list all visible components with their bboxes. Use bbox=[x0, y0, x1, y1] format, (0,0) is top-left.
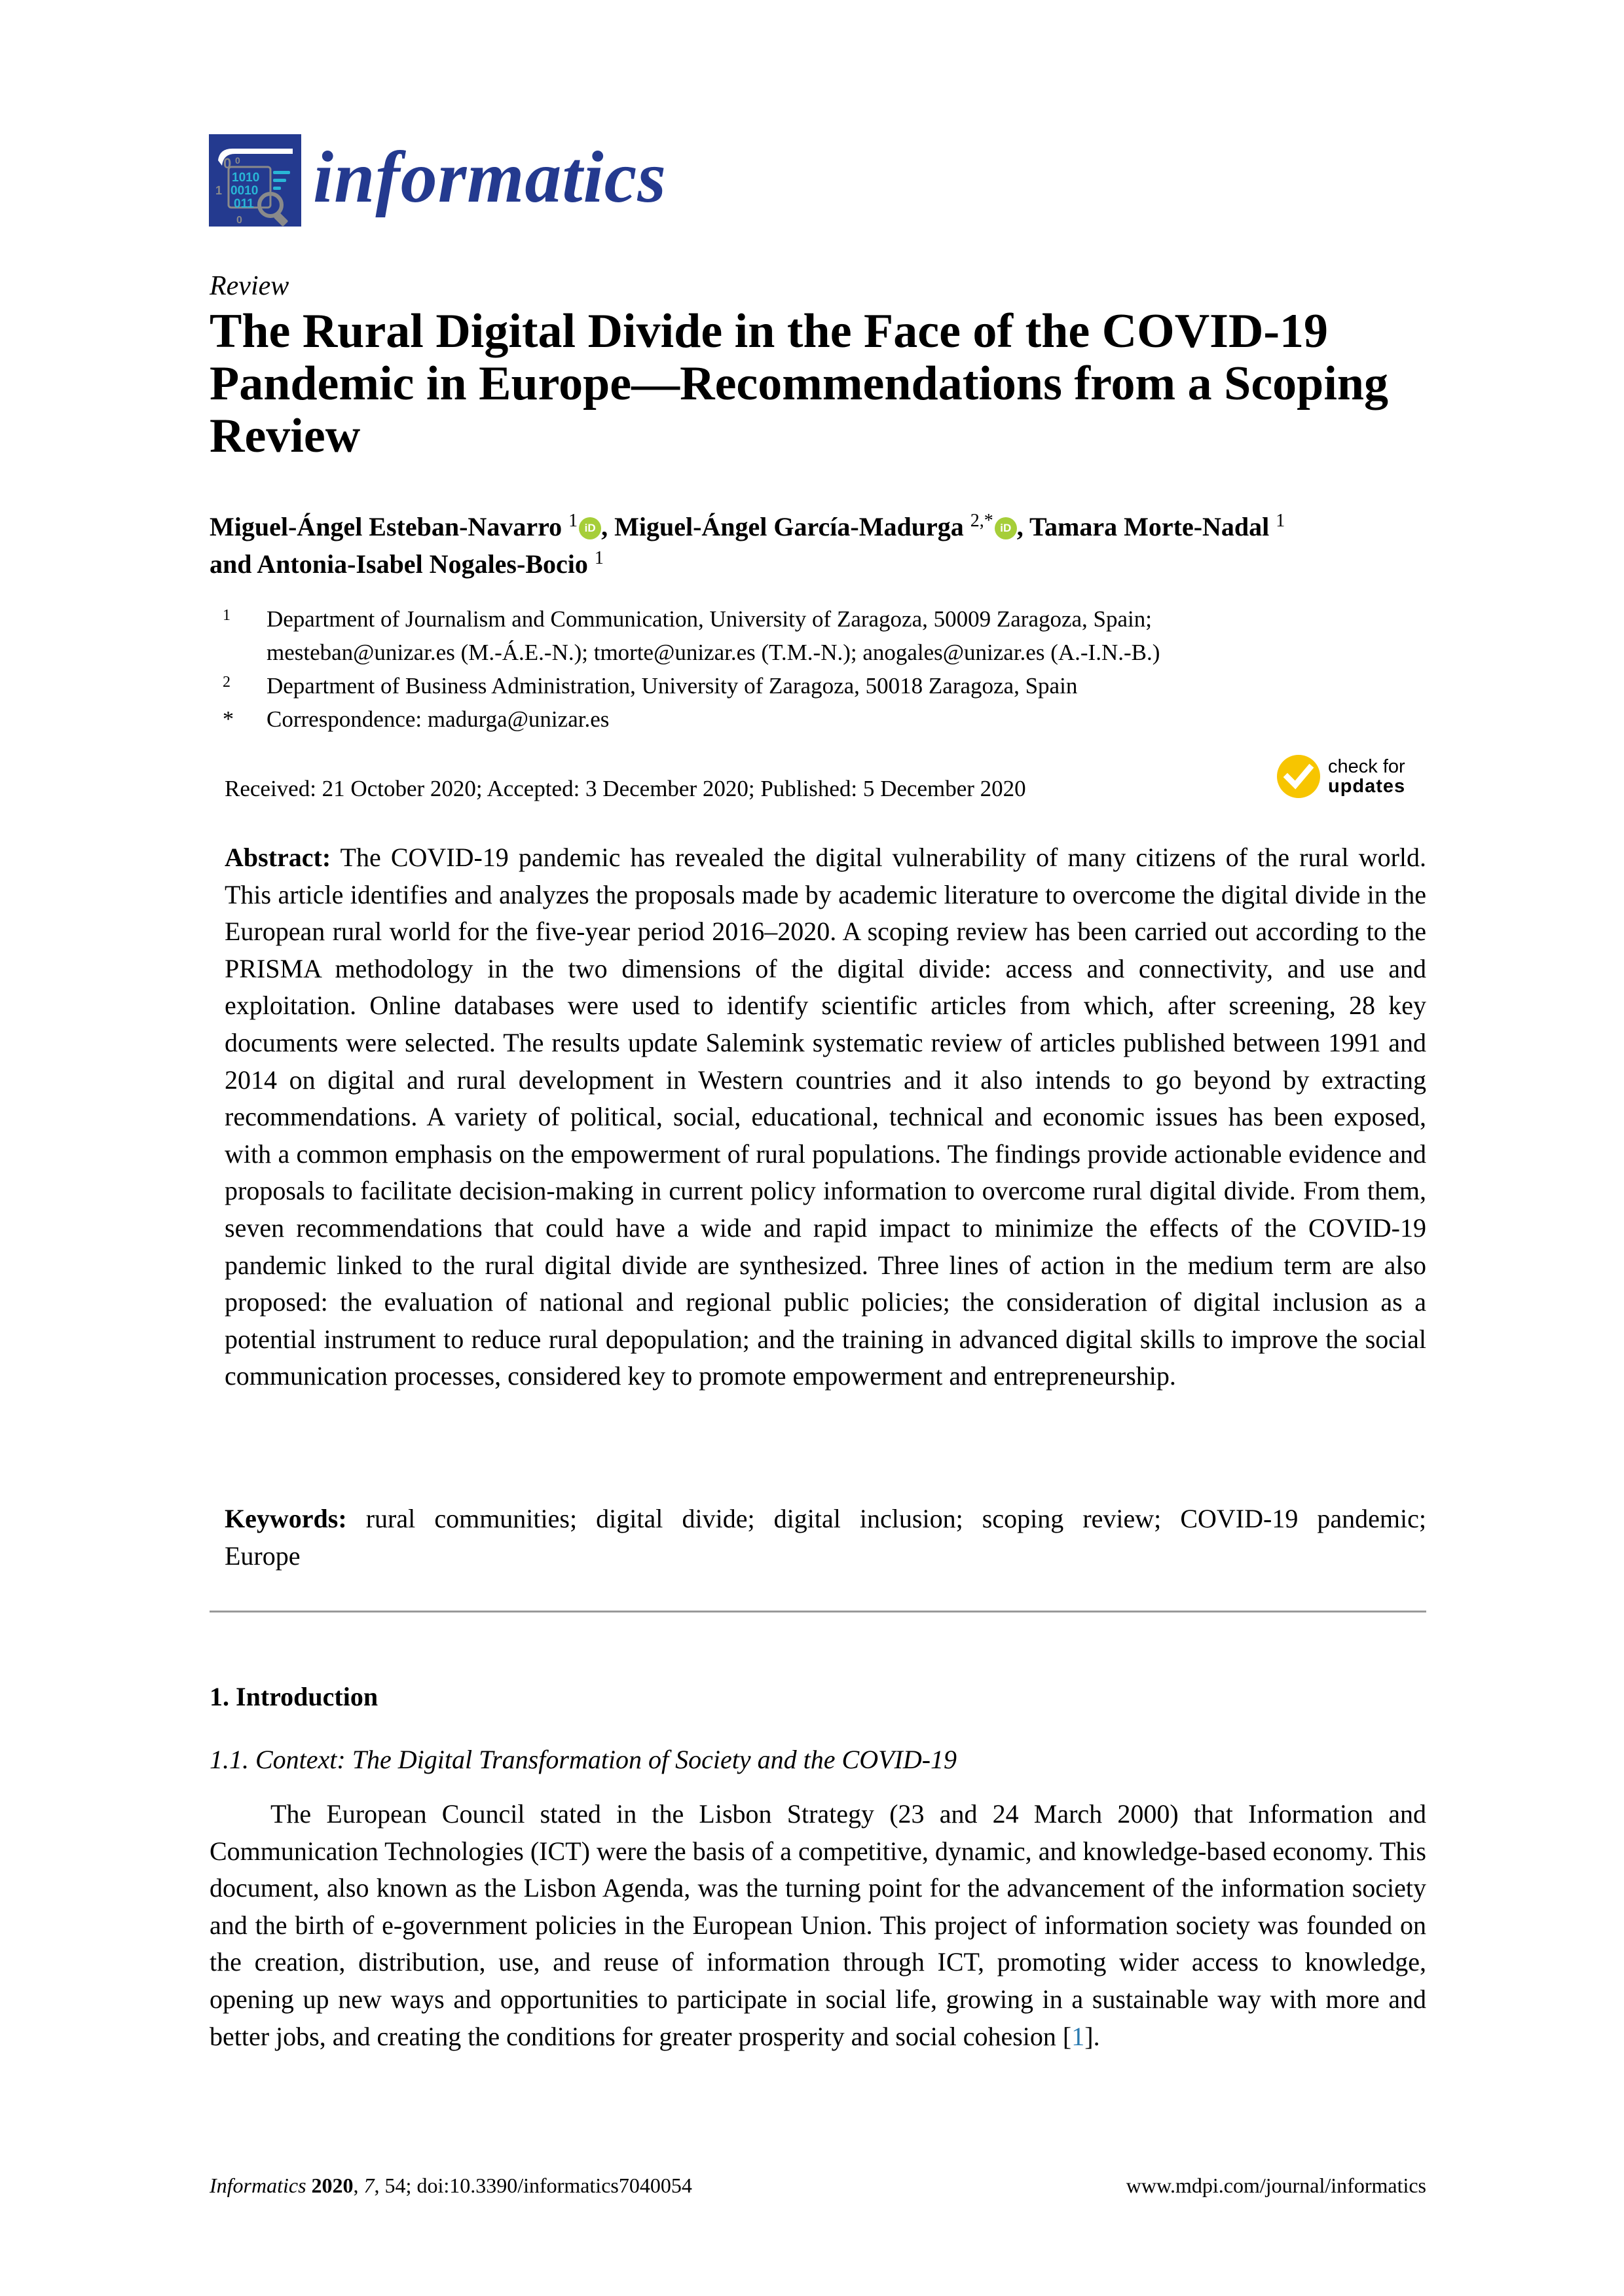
informatics-logo-icon bbox=[209, 134, 301, 227]
check-updates-line2: updates bbox=[1328, 776, 1406, 797]
journal-name: informatics bbox=[313, 137, 667, 218]
affiliation-marker: 1 bbox=[568, 511, 578, 531]
affiliation-marker: 1 bbox=[1276, 511, 1285, 531]
check-updates-icon bbox=[1277, 755, 1320, 798]
svg-text:0010: 0010 bbox=[231, 184, 259, 198]
svg-text:0: 0 bbox=[223, 155, 232, 172]
orcid-icon[interactable]: iD bbox=[995, 517, 1017, 539]
author-conjunction: and bbox=[210, 549, 252, 579]
correspondence-text: Correspondence: madurga@unizar.es bbox=[267, 706, 610, 732]
affiliation-text: Department of Journalism and Communication, University of Zaragoza, 50009 Zaragoza, Spain; bbox=[267, 606, 1152, 632]
affiliation-mark: 2 bbox=[223, 674, 231, 691]
section-heading: 1. Introduction bbox=[210, 1682, 378, 1711]
affiliation-emails: mesteban@unizar.es (M.-Á.E.-N.); tmorte@unizar.es (T.M.-N.); anogales@unizar.es (A.-I.N.-B.) bbox=[267, 640, 1160, 665]
affiliation-text: Department of Business Administration, University of Zaragoza, 50018 Zaragoza, Spain bbox=[267, 673, 1078, 699]
affiliation-marker: 2,* bbox=[970, 511, 993, 531]
correspondence-item bbox=[223, 702, 1428, 736]
author-name[interactable]: Antonia-Isabel Nogales-Bocio bbox=[257, 549, 588, 579]
subsection-heading: 1.1. Context: The Digital Transformation of Society and the COVID-19 bbox=[210, 1745, 957, 1774]
affiliations bbox=[223, 602, 1428, 736]
check-for-updates-button[interactable] bbox=[1277, 755, 1405, 798]
affiliation-marker: 1 bbox=[594, 548, 604, 568]
author-name[interactable]: Tamara Morte-Nadal bbox=[1029, 512, 1270, 541]
check-updates-line1: check for bbox=[1328, 756, 1405, 777]
journal-logo bbox=[209, 134, 301, 227]
svg-text:1010: 1010 bbox=[232, 171, 260, 185]
footer-journal: Informatics bbox=[210, 2174, 306, 2197]
footer-citation: Informatics 2020, 7, 54; doi:10.3390/informatics7040054 bbox=[210, 2174, 692, 2197]
footer-year: 2020 bbox=[311, 2174, 354, 2197]
keywords-label: Keywords: bbox=[225, 1504, 347, 1533]
author-name[interactable]: Miguel-Ángel García-Madurga bbox=[614, 512, 964, 541]
article-type: Review bbox=[210, 271, 289, 301]
affiliation-item bbox=[223, 669, 1428, 702]
footer-doi[interactable]: , 54; doi:10.3390/informatics7040054 bbox=[374, 2174, 692, 2197]
citation-bracket-open: [ bbox=[1056, 2021, 1072, 2051]
publication-dates: Received: 21 October 2020; Accepted: 3 December 2020; Published: 5 December 2020 bbox=[225, 776, 1026, 801]
article-title: The Rural Digital Divide in the Face of the COVID-19 Pandemic in Europe—Recommendations from a Scoping Review bbox=[210, 304, 1389, 463]
paragraph-text: The European Council stated in the Lisbon Strategy (23 and 24 March 2000) that Information and Communication Technologies (ICT) were the basis of a competitive, dynamic, and knowledge-based economy. This document, also known as the Lisbon Agenda, was the turning point for the advancement of the information society and the birth of e-government policies in the European Union. This project of information society was founded on the creation, distribution, use, and reuse of information through ICT, promoting wider access to knowledge, opening up new ways and opportunities to participate in social life, growing in a sustainable way with more and better jobs, and creating the conditions for greater prosperity and social cohesion bbox=[210, 1799, 1426, 2051]
section-divider bbox=[210, 1611, 1426, 1613]
affiliation-mark: 1 bbox=[223, 607, 231, 624]
abstract-text: The COVID-19 pandemic has revealed the digital vulnerability of many citizens of the rural world. This article identifies and analyzes the proposals made by academic literature to overcome the digital divide in the European rural world for the five-year period 2016–2020. A scoping review has been carried out according to the PRISMA methodology in the two dimensions of the digital divide: access and connectivity, and use and exploitation. Online databases were used to identify scientific articles from which, after screening, 28 key documents were selected. The results update Salemink systematic review of articles published between 1991 and 2014 on digital and rural development in Western countries and it also intends to go beyond by extracting recommendations. A variety of political, social, educational, technical and economic issues has been exposed, with a common emphasis on the empowerment of rural populations. The findings provide actionable evidence and proposals to facilitate decision-making in current policy information to overcome rural digital divide. From them, seven recommendations that could have a wide and rapid impact to minimize the effects of the COVID-19 pandemic linked to the rural digital divide are synthesized. Three lines of action in the medium term are also proposed: the evaluation of national and regional public policies; the consideration of digital inclusion as a potential instrument to reduce rural depopulation; and the training in advanced digital skills to improve the social communication processes, considered key to promote empowerment and entrepreneurship. bbox=[225, 843, 1427, 1391]
svg-text:0: 0 bbox=[235, 155, 240, 166]
keywords-text: rural communities; digital divide; digital inclusion; scoping review; COVID-19 pandemic; Europe bbox=[225, 1504, 1427, 1571]
author-name[interactable]: Miguel-Ángel Esteban-Navarro bbox=[210, 512, 563, 541]
affiliation-mark: * bbox=[223, 707, 234, 731]
svg-text:0: 0 bbox=[236, 215, 242, 226]
body-paragraph bbox=[210, 1796, 1426, 2055]
keywords bbox=[225, 1501, 1426, 1575]
citation-bracket-close: ]. bbox=[1084, 2021, 1100, 2051]
footer-journal-url[interactable]: www.mdpi.com/journal/informatics bbox=[1126, 2174, 1426, 2197]
abstract bbox=[225, 839, 1426, 1395]
svg-text:011: 011 bbox=[234, 197, 254, 211]
citation-link[interactable]: 1 bbox=[1071, 2021, 1085, 2051]
affiliation-item bbox=[223, 602, 1428, 669]
abstract-label: Abstract: bbox=[225, 843, 331, 872]
orcid-icon[interactable]: iD bbox=[579, 517, 601, 539]
author-list: Miguel-Ángel Esteban-Navarro $^1$ iD , Miguel-Ángel García-Madurga $^{2,*}$ iD , Tamara Morte-Nadal $^1$ and Antonia-Isabel Nogales-Bocio $^1$ bbox=[210, 511, 1285, 579]
footer-volume: 7 bbox=[363, 2174, 375, 2197]
svg-text:1: 1 bbox=[215, 184, 223, 197]
